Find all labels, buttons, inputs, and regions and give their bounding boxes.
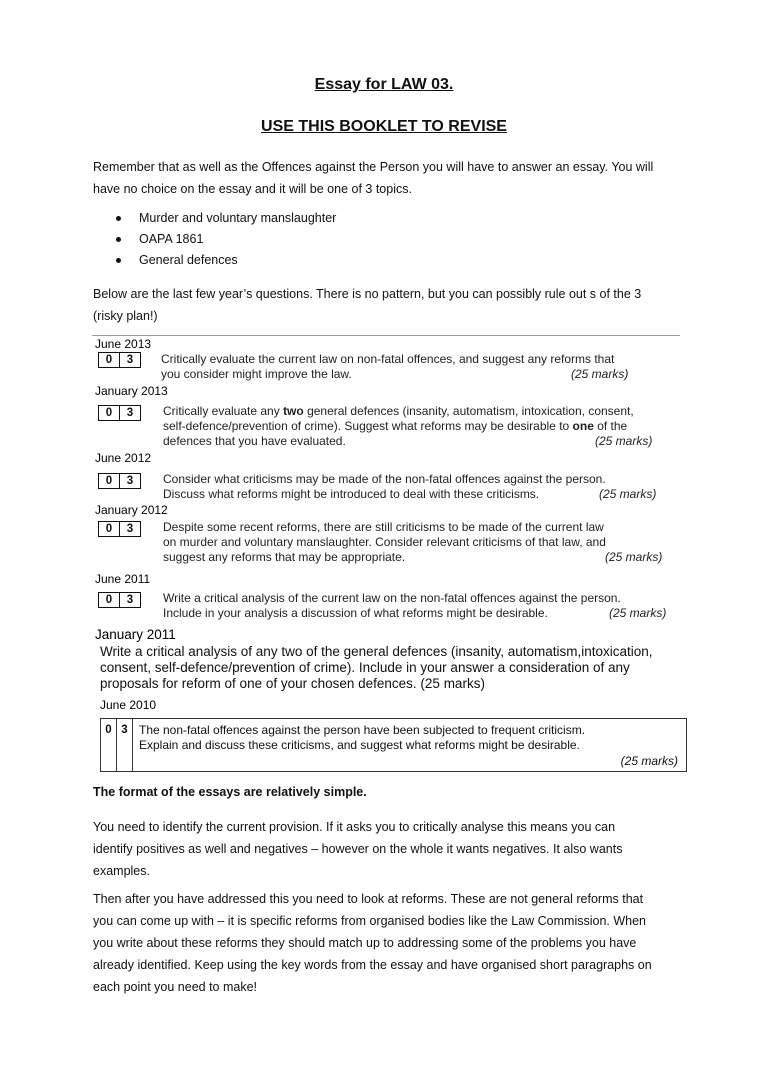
question-number-box [98, 592, 141, 608]
exam-date: January 2011 [95, 627, 176, 642]
topic-label: OAPA 1861 [139, 232, 204, 246]
question-marks: (25 marks) [620, 754, 678, 768]
question-line: Explain and discuss these criticisms, and suggest what reforms might be desirable. [139, 738, 580, 752]
question-line: consent, self-defence/prevention of crime). Include in your answer a consideration of any [100, 660, 630, 675]
question-text [163, 404, 634, 449]
past-questions-scan [92, 335, 684, 795]
paragraph-line: identify positives as well and negatives – however on the whole it wants negatives. It also wants [93, 842, 623, 856]
below-line: (risky plan!) [93, 309, 158, 323]
question-marks: (25 marks) [609, 606, 667, 620]
exam-date: June 2011 [95, 572, 151, 586]
question-line [163, 419, 634, 434]
question-line: Include in your analysis a discussion of what reforms might be desirable. [163, 606, 548, 620]
topic-item [116, 208, 336, 229]
question-line [163, 404, 634, 419]
question-digit: 3 [119, 522, 140, 536]
question-table [100, 718, 687, 772]
topics-list [116, 208, 336, 271]
below-line: Below are the last few year’s questions. There is no pattern, but you can possibly rule out s of the 3 [93, 287, 642, 301]
intro-line: have no choice on the essay and it will be one of 3 topics. [93, 182, 412, 196]
question-line: Despite some recent reforms, there are still criticisms to be made of the current law [163, 520, 604, 534]
question-digit: 0 [101, 719, 117, 771]
question-digit: 3 [119, 593, 140, 607]
bullet-icon [116, 258, 121, 263]
question-line: Discuss what reforms might be introduced to deal with these criticisms. [163, 487, 540, 501]
question-number-box [98, 352, 141, 368]
paragraph-line: examples. [93, 864, 150, 878]
question-digit: 3 [119, 474, 140, 488]
format-heading: The format of the essays are relatively simple. [93, 785, 367, 799]
paragraph-line: You need to identify the current provision. If it asks you to critically analyse this means you can [93, 820, 616, 834]
text-segment: of the [593, 419, 628, 433]
question-text [163, 520, 606, 565]
bullet-icon [116, 216, 121, 221]
exam-date: June 2012 [95, 451, 152, 465]
question-line: Consider what criticisms may be made of the non-fatal offences against the person. [163, 472, 606, 486]
question-digit: 3 [119, 353, 140, 367]
question-marks: (25 marks) [571, 367, 629, 381]
paragraph-line: you write about these reforms they should match up to addressing some of the problems you have [93, 936, 637, 950]
reforms-paragraph [93, 888, 678, 998]
past-questions-intro [93, 283, 678, 327]
question-text [139, 723, 585, 753]
intro-line: Remember that as well as the Offences against the Person you will have to answer an essay. You will [93, 160, 654, 174]
question-line: on murder and voluntary manslaughter. Consider relevant criticisms of that law, and [163, 535, 606, 549]
question-digit: 0 [105, 523, 113, 535]
topic-label: General defences [139, 253, 238, 267]
question-digit: 0 [105, 594, 113, 606]
question-line: The non-fatal offences against the person have been subjected to frequent criticism. [139, 723, 586, 737]
question-line: defences that you have evaluated. [163, 434, 346, 448]
question-digit: 0 [105, 475, 113, 487]
page-subtitle: USE THIS BOOKLET TO REVISE [261, 118, 507, 135]
question-line: you consider might improve the law. [161, 367, 352, 381]
question-text [163, 472, 606, 502]
question-text [163, 591, 621, 621]
question-marks: (25 marks) [599, 487, 657, 501]
topic-item [116, 250, 336, 271]
exam-date: June 2010 [100, 698, 157, 712]
text-segment: general defences (insanity, automatism, intoxication, consent, [303, 404, 634, 418]
question-digit: 0 [105, 354, 113, 366]
identify-paragraph [93, 816, 678, 882]
exam-date: January 2013 [95, 384, 168, 398]
question-marks: (25 marks) [605, 550, 663, 564]
question-number-box [98, 521, 141, 537]
intro-paragraph [93, 156, 678, 200]
question-text [100, 644, 653, 692]
question-text [161, 352, 614, 382]
exam-date: June 2013 [95, 337, 152, 351]
paragraph-line: already identified. Keep using the key words from the essay and have organised short paragraphs on [93, 958, 652, 972]
topic-label: Murder and voluntary manslaughter [139, 211, 337, 225]
question-line: Write a critical analysis of any two of the general defences (insanity, automatism,intoxication, [100, 644, 653, 659]
question-number-box [98, 405, 141, 421]
paragraph-line: Then after you have addressed this you need to look at reforms. These are not general reforms that [93, 892, 644, 906]
question-marks: (25 marks) [595, 434, 653, 448]
text-segment: Critically evaluate any [163, 404, 284, 418]
question-line: proposals for reform of one of your chosen defences. (25 marks) [100, 676, 485, 691]
text-segment-bold: one [572, 419, 594, 433]
topic-item [116, 229, 336, 250]
question-number-box [98, 473, 141, 489]
question-line: Critically evaluate the current law on non-fatal offences, and suggest any reforms that [161, 352, 615, 366]
text-segment-bold: two [283, 404, 304, 418]
question-line: Write a critical analysis of the current law on the non-fatal offences against the person. [163, 591, 621, 605]
text-segment: self-defence/prevention of crime). Suggest what reforms may be desirable to [163, 419, 573, 433]
exam-date: January 2012 [95, 503, 168, 517]
scan-top-border [92, 335, 680, 336]
question-digit: 3 [117, 719, 133, 771]
question-digit: 0 [105, 407, 113, 419]
bullet-icon [116, 237, 121, 242]
paragraph-line: you can come up with – it is specific reforms from organised bodies like the Law Commission. When [93, 914, 647, 928]
page-title: Essay for LAW 03. [314, 76, 454, 93]
question-line: suggest any reforms that may be appropriate. [163, 550, 406, 564]
question-digit: 3 [119, 406, 140, 420]
paragraph-line: each point you need to make! [93, 980, 258, 994]
